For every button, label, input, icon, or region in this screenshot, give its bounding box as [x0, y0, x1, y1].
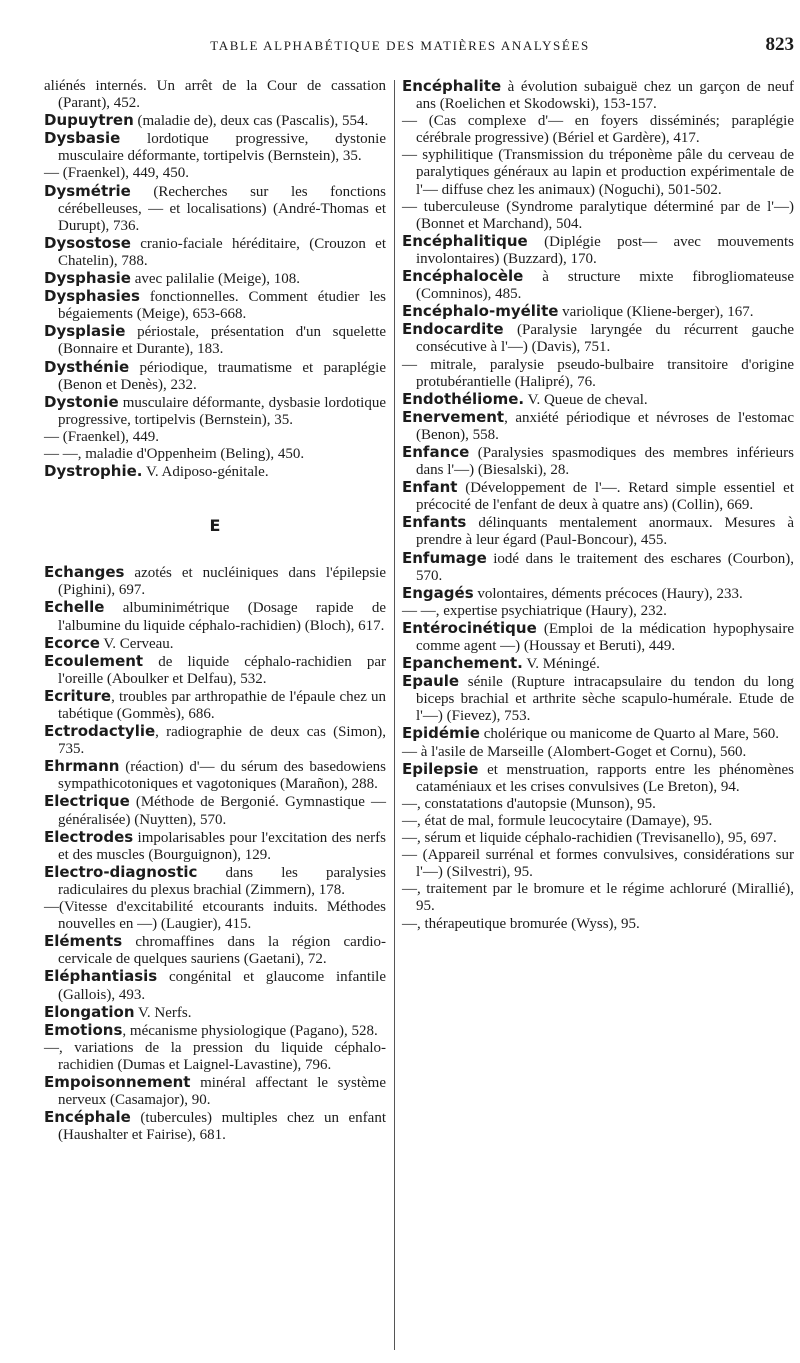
entry-heading: Echelle: [44, 598, 105, 617]
entry-text: — à l'asile de Marseille (Alombert-Goget et Cornu), 560.: [402, 743, 747, 760]
entry-heading: Dysostose: [44, 233, 131, 252]
index-entry: [402, 673, 794, 725]
entry-heading: Endocardite: [402, 320, 504, 339]
index-entry: [44, 1022, 386, 1040]
index-entry: [402, 620, 794, 655]
index-entry: [44, 564, 386, 599]
column-divider: [394, 80, 395, 1350]
entry-heading: Eléments: [44, 932, 123, 951]
entry-text: variolique (Kliene-berger), 167.: [558, 304, 754, 321]
entry-text: cholérique ou manicome de Quarto al Mare, 560.: [479, 726, 780, 743]
entry-heading: Dysphasies: [44, 287, 140, 306]
entry-heading: Enfance: [402, 442, 470, 461]
entry-heading: Electro-diagnostic: [44, 862, 198, 881]
entry-text: —, thérapeutique bromurée (Wyss), 95.: [402, 915, 640, 932]
index-entry: [44, 165, 386, 182]
entry-text: V. Cerveau.: [99, 635, 174, 652]
entry-heading: Encéphalo-myélite: [402, 302, 559, 321]
entry-heading: Encéphale: [44, 1108, 131, 1127]
entry-text: (tubercules) multiples chez un enfant (Haushalter et Fairise), 681.: [58, 1110, 386, 1144]
index-entry: [44, 359, 386, 394]
entry-text: — syphilitique (Transmission du tréponème pâle du cerveau de paralytiques généraux au lapin et production expérimentale de l'— diffuse chez les animaux) (Noguchi), 501-502.: [402, 147, 794, 198]
entry-text: — (Fraenkel), 449.: [44, 428, 159, 445]
index-entry: [402, 357, 794, 391]
entry-text: à évolution subaiguë chez un garçon de neuf ans (Roelichen et Skodowski), 153-157.: [416, 79, 794, 113]
index-entry: [402, 847, 794, 881]
entry-heading: Elongation: [44, 1002, 135, 1021]
left-column: [44, 78, 386, 1144]
entry-heading: Ehrmann: [44, 757, 120, 776]
entry-text: aliénés internés. Un arrêt de la Cour de cassation (Parant), 452.: [44, 78, 386, 112]
entry-text: — (Cas complexe d'— en foyers disséminés; paraplégie cérébrale progressive) (Bériel et Gardère), 417.: [402, 113, 794, 147]
entry-heading: Endothéliome.: [402, 389, 525, 408]
entry-heading: Electrique: [44, 792, 130, 811]
entry-text: volontaires, déments précoces (Haury), 233.: [473, 585, 743, 602]
entry-text: périostale, présentation d'un squelette (Bonnaire et Durante), 183.: [58, 324, 386, 358]
entry-heading: Epilepsie: [402, 759, 479, 778]
entry-text: — (Fraenkel), 449, 450.: [44, 165, 189, 182]
index-entry: [44, 394, 386, 429]
entry-text: de liquide céphalo-rachidien par l'oreille (Aboulker et Delfau), 532.: [58, 653, 386, 687]
entry-heading: Electrodes: [44, 827, 134, 846]
entry-text: V. Queue de cheval.: [524, 391, 648, 408]
entry-heading: Enfants: [402, 513, 467, 532]
index-entry: [44, 968, 386, 1003]
entry-heading: Encéphalitique: [402, 231, 528, 250]
entry-heading: Dysthénie: [44, 357, 130, 376]
entry-heading: Enfant: [402, 478, 458, 497]
index-entry: [402, 113, 794, 147]
index-entry: [44, 78, 386, 112]
index-entry: [44, 446, 386, 463]
entry-text: — —, maladie d'Oppenheim (Beling), 450.: [44, 445, 305, 462]
entry-text: (Emploi de la médication hypophysaire comme agent —) (Houssay et Beruti), 449.: [416, 620, 794, 654]
entry-text: minéral affectant le système nerveux (Casamajor), 90.: [58, 1074, 386, 1109]
index-entry: [402, 514, 794, 549]
index-entry: [402, 303, 794, 321]
index-entry: [402, 881, 794, 915]
entry-heading: Dysphasie: [44, 269, 131, 288]
entry-text: (réaction) d'— du sérum des basedowiens sympathicotoniques et vagotoniques (Marañon), 288.: [58, 759, 386, 793]
index-entry: [402, 268, 794, 303]
running-title: TABLE ALPHABÉTIQUE DES MATIÈRES ANALYSÉES: [210, 38, 590, 53]
index-entry: [402, 916, 794, 933]
entry-heading: Dystonie: [44, 392, 119, 411]
index-entry: [402, 409, 794, 444]
entry-heading: Dysplasie: [44, 322, 126, 341]
index-entry: [44, 758, 386, 793]
entry-text: V. Nerfs.: [134, 1004, 192, 1021]
entry-heading: Epanchement.: [402, 654, 523, 673]
entry-text: fonctionnelles. Comment étudier les bégaiements (Meige), 653-668.: [58, 289, 386, 323]
entry-text: à structure mixte fibrogliomateuse (Comninos), 485.: [416, 269, 794, 303]
right-column: [402, 78, 794, 933]
section-letter: E: [209, 516, 221, 536]
index-entry: [44, 429, 386, 446]
entry-text: —, constatations d'autopsie (Munson), 95.: [402, 795, 656, 812]
index-entry: [44, 688, 386, 723]
index-entry: [44, 1074, 386, 1109]
index-entry: [44, 864, 386, 899]
index-entry: [44, 112, 386, 130]
entry-text: congénital et glaucome infantile (Gallois), 493.: [58, 969, 386, 1003]
entry-text: azotés et nucléiniques dans l'épilepsie (Pighini), 697.: [58, 565, 386, 599]
index-entry: [44, 183, 386, 235]
index-entry: [402, 761, 794, 796]
entry-heading: Dupuytren: [44, 111, 134, 130]
entry-heading: Entérocinétique: [402, 618, 537, 637]
entry-heading: Dysmétrie: [44, 181, 131, 200]
index-entry: [44, 1109, 386, 1144]
entry-heading: Engagés: [402, 583, 474, 602]
entry-text: —, état de mal, formule leucocytaire (Damaye), 95.: [402, 812, 713, 829]
entry-text: — tuberculeuse (Syndrome paralytique déterminé par de l'—) (Bonnet et Marchand), 504.: [402, 198, 794, 232]
entry-heading: Ectrodactylie: [44, 722, 156, 741]
page-number: 823: [765, 34, 794, 55]
index-entry: [44, 635, 386, 653]
index-entry: [44, 599, 386, 634]
entry-heading: Encéphalite: [402, 77, 502, 95]
entry-text: iodé dans le traitement des eschares (Courbon), 570.: [416, 550, 794, 584]
entry-text: musculaire déformante, dysbasie lordotique progressive, tortipelvis (Bernstein), 35.: [58, 394, 386, 428]
index-entry: [44, 323, 386, 358]
entry-text: — mitrale, paralysie pseudo-bulbaire transitoire d'origine protubérantielle (Halipré), 76.: [402, 356, 794, 390]
entry-text: (Paralysie laryngée du récurrent gauche consécutive à l'—) (Davis), 751.: [416, 322, 794, 356]
entry-text: — (Appareil surrénal et formes convulsives, considérations sur l'—) (Silvestri), 95.: [402, 847, 794, 881]
entry-text: cranio-faciale héréditaire, (Crouzon et Chatelin), 788.: [58, 235, 386, 269]
index-entry: [402, 725, 794, 743]
index-entry: [402, 744, 794, 761]
entry-text: avec palilalie (Meige), 108.: [130, 271, 301, 288]
entry-text: , anxiété périodique et névroses de l'estomac (Benon), 558.: [416, 409, 794, 443]
index-entry: [44, 130, 386, 165]
index-entry: [402, 479, 794, 514]
entry-text: (maladie de), deux cas (Pascalis), 554.: [133, 113, 369, 130]
index-entry: [44, 829, 386, 864]
index-entry: [402, 655, 794, 673]
entry-heading: Ecorce: [44, 633, 100, 652]
entry-text: V. Méningé.: [522, 656, 600, 673]
entry-heading: Ecriture: [44, 686, 112, 705]
entry-text: (Recherches sur les fonctions cérébelleuses, — et localisations) (André-Thomas et Durupt), 736.: [58, 183, 386, 234]
entry-text: albuminimétrique (Dosage rapide de l'albumine du liquide céphalo-rachidien) (Bloch), 617.: [58, 600, 386, 634]
entry-text: sénile (Rupture intracapsulaire du tendon du long biceps brachial et arthrite sèche scapulo-humérale. Etude de l'—) (Fievez), 753.: [416, 674, 794, 725]
index-entry: [402, 550, 794, 585]
index-entry: [402, 603, 794, 620]
index-entry: [402, 830, 794, 847]
index-entry: [402, 391, 794, 409]
page-header: [0, 34, 800, 58]
entry-heading: Eléphantiasis: [44, 967, 158, 986]
entry-text: (Paralysies spasmodiques des membres inférieurs dans l'—) (Biesalski), 28.: [416, 444, 794, 479]
index-entry: [402, 444, 794, 479]
entry-text: périodique, traumatisme et paraplégie (Benon et Denès), 232.: [58, 359, 386, 393]
index-entry: [44, 270, 386, 288]
entry-text: , mécanisme physiologique (Pagano), 528.: [122, 1022, 378, 1039]
entry-text: chromaffines dans la région cardio-cervicale de quelques sauriens (Gaetani), 72.: [58, 934, 386, 968]
index-entry: [44, 288, 386, 323]
entry-text: —(Vitesse d'excitabilité etcourants induits. Méthodes nouvelles en —) (Laugier), 415.: [44, 899, 386, 933]
index-entry: [44, 653, 386, 688]
entry-text: —, sérum et liquide céphalo-rachidien (Trevisanello), 95, 697.: [402, 830, 777, 847]
entry-text: lordotique progressive, dystonie musculaire déformante, tortipelvis (Bernstein), 35.: [58, 131, 386, 165]
entry-text: et menstruation, rapports entre les phénomènes cataméniaux et les crises convulsives (Le Breton), 94.: [416, 761, 794, 795]
entry-text: impolarisables pour l'excitation des nerfs et des muscles (Bourguignon), 129.: [58, 829, 386, 863]
entry-text: (Développement de l'—. Retard simple essentiel et précocité de l'enfant de deux à quatre ans) (Collin), 669.: [416, 480, 794, 514]
index-entry: [44, 1040, 386, 1074]
entry-heading: Dystrophie.: [44, 462, 143, 481]
entry-heading: Empoisonnement: [44, 1072, 191, 1091]
index-entry: [402, 147, 794, 198]
index-entry: [402, 813, 794, 830]
index-entry: [402, 321, 794, 356]
index-entry: [44, 899, 386, 933]
index-entry: [44, 1004, 386, 1022]
entry-text: délinquants mentalement anormaux. Mesures à prendre à leur égard (Paul-Boncour), 455.: [416, 515, 794, 549]
entry-text: —, variations de la pression du liquide céphalo-rachidien (Dumas et Laignel-Lavastine), 796.: [44, 1039, 386, 1073]
entry-heading: Ecoulement: [44, 651, 144, 670]
entry-heading: Epidémie: [402, 724, 480, 743]
index-entry: [44, 793, 386, 828]
index-entry: [44, 723, 386, 758]
index-entry: [44, 235, 386, 270]
entry-heading: Echanges: [44, 563, 125, 582]
entry-heading: Enervement: [402, 407, 505, 426]
entry-text: (Méthode de Bergonié. Gymnastique — généralisée) (Nuytten), 570.: [58, 794, 386, 828]
entry-heading: Enfumage: [402, 548, 487, 567]
entry-heading: Dysbasie: [44, 129, 121, 148]
entry-heading: Emotions: [44, 1020, 123, 1039]
index-entry: [44, 933, 386, 968]
index-entry: [402, 585, 794, 603]
entry-text: V. Adiposo-génitale.: [142, 464, 269, 481]
index-entry: [402, 796, 794, 813]
index-entry: [402, 233, 794, 268]
index-entry: [402, 78, 794, 113]
index-entry: [44, 463, 386, 481]
entry-text: , troubles par arthropathie de l'épaule chez un tabétique (Gommès), 686.: [58, 688, 386, 722]
entry-heading: Epaule: [402, 672, 460, 691]
entry-text: — —, expertise psychiatrique (Haury), 232.: [402, 602, 667, 619]
entry-text: dans les paralysies radiculaires du plexus brachial (Zimmern), 178.: [58, 864, 386, 898]
entry-text: , radiographie de deux cas (Simon), 735.: [58, 724, 386, 758]
index-entry: [402, 199, 794, 233]
entry-text: (Diplégie post— avec mouvements involontaires) (Buzzard), 170.: [416, 233, 794, 267]
entry-heading: Encéphalocèle: [402, 267, 524, 286]
entry-text: —, traitement par le bromure et le régime achloruré (Mirallié), 95.: [402, 881, 794, 915]
